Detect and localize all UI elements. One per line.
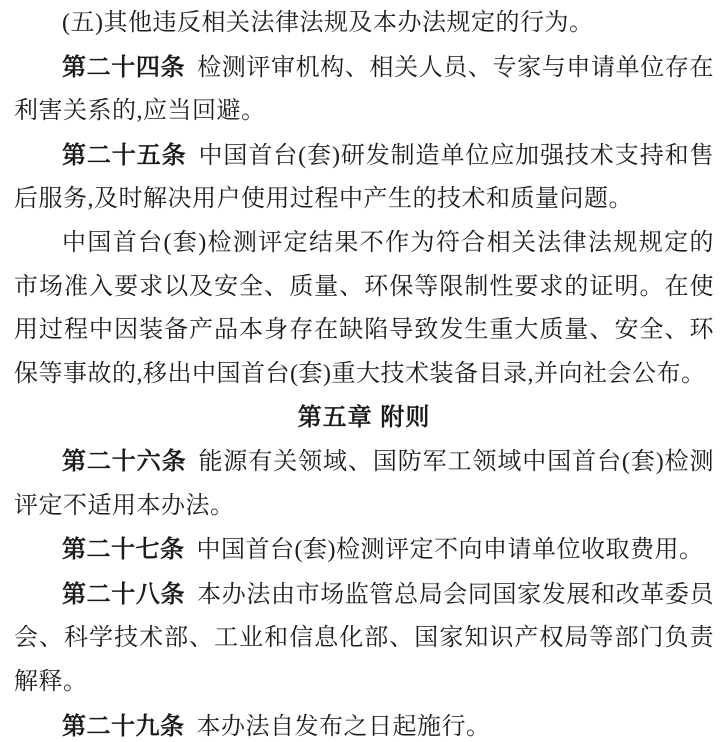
- article-28-paragraph: [14, 573, 714, 705]
- article-27-text: 中国首台(套)检测评定不向申请单位收取费用。: [196, 537, 704, 564]
- article-24-paragraph: [14, 46, 714, 134]
- article-24-number: 第二十四条: [62, 53, 186, 81]
- article-28-text: 本办法由市场监管总局会同国家发展和改革委员会、科学技术部、工业和信息化部、国家知识产权局等部门负责解释。: [14, 581, 715, 695]
- clause-text: (五)其他违反相关法律法规及本办法规定的行为。: [62, 10, 594, 36]
- article-29-paragraph: [14, 705, 714, 742]
- article-24-text: 检测评审机构、相关人员、专家与申请单位存在利害关系的,应当回避。: [14, 54, 715, 125]
- article-25-paragraph-2-text: 中国首台(套)检测评定结果不作为符合相关法律法规规定的市场准入要求以及安全、质量、环保等限制性要求的证明。在使用过程中因装备产品本身存在缺陷导致发生重大质量、安全、环保等事故的,移出中国首台(套)重大技术装备目录,并向社会公布。: [14, 229, 714, 387]
- article-28-number: 第二十八条: [62, 580, 186, 608]
- article-25-paragraph: [14, 134, 714, 222]
- article-25-number: 第二十五条: [62, 141, 187, 169]
- article-25-paragraph-2: [14, 222, 714, 396]
- article-27-paragraph: [14, 528, 714, 573]
- article-26-paragraph: [14, 440, 714, 528]
- article-29-number: 第二十九条: [62, 712, 185, 740]
- article-25-text: 中国首台(套)研发制造单位应加强技术支持和售后服务,及时解决用户使用过程中产生的技术和质量问题。: [14, 142, 715, 213]
- article-26-number: 第二十六条: [62, 447, 187, 475]
- clause-item-5: [14, 2, 714, 46]
- article-27-number: 第二十七条: [62, 536, 185, 564]
- chapter-5-heading: 第五章 附则: [297, 404, 431, 432]
- article-29-text: 本办法自发布之日起施行。: [196, 713, 491, 740]
- article-26-text: 能源有关领域、国防军工领域中国首台(套)检测评定不适用本办法。: [14, 448, 715, 519]
